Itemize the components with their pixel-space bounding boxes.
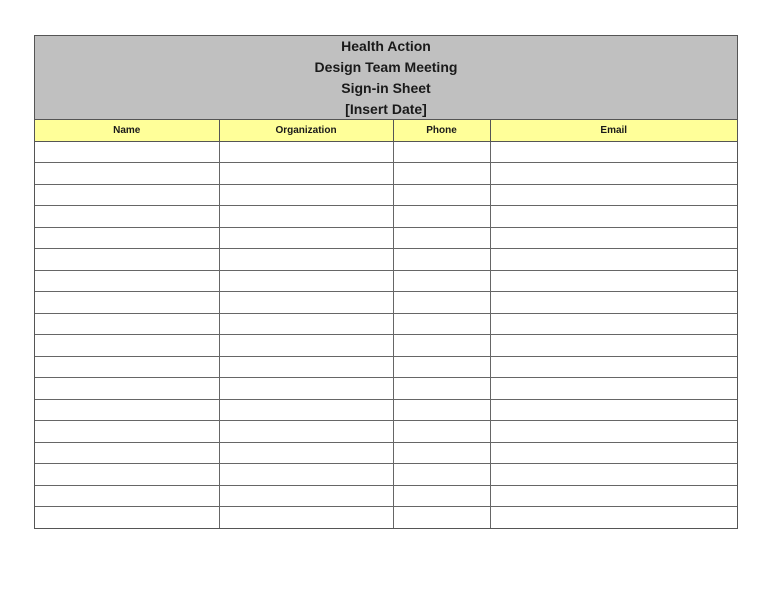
- table-row: [35, 227, 737, 249]
- column-header-phone: Phone: [393, 120, 490, 141]
- name-cell[interactable]: [35, 442, 219, 464]
- organization-cell[interactable]: [219, 313, 393, 335]
- organization-cell[interactable]: [219, 292, 393, 314]
- email-cell[interactable]: [490, 485, 737, 507]
- column-header-organization: Organization: [219, 120, 393, 141]
- name-cell[interactable]: [35, 335, 219, 357]
- phone-cell[interactable]: [393, 292, 490, 314]
- email-cell[interactable]: [490, 163, 737, 185]
- table-row: [35, 464, 737, 486]
- email-cell[interactable]: [490, 313, 737, 335]
- email-cell[interactable]: [490, 464, 737, 486]
- table-row: [35, 442, 737, 464]
- date-placeholder: [Insert Date]: [345, 101, 427, 117]
- table-row: [35, 141, 737, 163]
- organization-cell[interactable]: [219, 184, 393, 206]
- table-row: [35, 292, 737, 314]
- column-header-email: Email: [490, 120, 737, 141]
- table-row: [35, 249, 737, 271]
- organization-cell[interactable]: [219, 335, 393, 357]
- email-cell[interactable]: [490, 227, 737, 249]
- name-cell[interactable]: [35, 313, 219, 335]
- organization-cell[interactable]: [219, 356, 393, 378]
- email-cell[interactable]: [490, 356, 737, 378]
- name-cell[interactable]: [35, 141, 219, 163]
- name-cell[interactable]: [35, 507, 219, 529]
- email-cell[interactable]: [490, 141, 737, 163]
- name-cell[interactable]: [35, 184, 219, 206]
- phone-cell[interactable]: [393, 227, 490, 249]
- organization-cell[interactable]: [219, 378, 393, 400]
- column-header-name: Name: [35, 120, 219, 141]
- phone-cell[interactable]: [393, 313, 490, 335]
- table-row: [35, 184, 737, 206]
- name-cell[interactable]: [35, 378, 219, 400]
- table-row: [35, 378, 737, 400]
- phone-cell[interactable]: [393, 249, 490, 271]
- phone-cell[interactable]: [393, 163, 490, 185]
- organization-cell[interactable]: [219, 485, 393, 507]
- email-cell[interactable]: [490, 206, 737, 228]
- phone-cell[interactable]: [393, 464, 490, 486]
- name-cell[interactable]: [35, 206, 219, 228]
- phone-cell[interactable]: [393, 270, 490, 292]
- phone-cell[interactable]: [393, 378, 490, 400]
- phone-cell[interactable]: [393, 184, 490, 206]
- table-row: [35, 485, 737, 507]
- organization-cell[interactable]: [219, 507, 393, 529]
- table-row: [35, 335, 737, 357]
- organization-cell[interactable]: [219, 141, 393, 163]
- organization-cell[interactable]: [219, 399, 393, 421]
- email-cell[interactable]: [490, 270, 737, 292]
- phone-cell[interactable]: [393, 356, 490, 378]
- organization-cell[interactable]: [219, 227, 393, 249]
- email-cell[interactable]: [490, 399, 737, 421]
- table-row: [35, 163, 737, 185]
- phone-cell[interactable]: [393, 442, 490, 464]
- table-row: [35, 206, 737, 228]
- name-cell[interactable]: [35, 249, 219, 271]
- table-row: [35, 399, 737, 421]
- phone-cell[interactable]: [393, 507, 490, 529]
- name-cell[interactable]: [35, 485, 219, 507]
- sheet-title: Sign-in Sheet: [341, 80, 431, 96]
- table-row: [35, 270, 737, 292]
- email-cell[interactable]: [490, 249, 737, 271]
- phone-cell[interactable]: [393, 399, 490, 421]
- sign-in-table: [35, 120, 737, 528]
- organization-cell[interactable]: [219, 442, 393, 464]
- sheet-title-block: [35, 36, 737, 120]
- name-cell[interactable]: [35, 227, 219, 249]
- email-cell[interactable]: [490, 442, 737, 464]
- name-cell[interactable]: [35, 399, 219, 421]
- name-cell[interactable]: [35, 292, 219, 314]
- name-cell[interactable]: [35, 270, 219, 292]
- table-row: [35, 507, 737, 529]
- phone-cell[interactable]: [393, 206, 490, 228]
- table-row: [35, 421, 737, 443]
- table-row: [35, 313, 737, 335]
- organization-cell[interactable]: [219, 464, 393, 486]
- email-cell[interactable]: [490, 292, 737, 314]
- organization-cell[interactable]: [219, 249, 393, 271]
- phone-cell[interactable]: [393, 141, 490, 163]
- name-cell[interactable]: [35, 356, 219, 378]
- sign-in-rows: [35, 141, 737, 528]
- organization-cell[interactable]: [219, 421, 393, 443]
- name-cell[interactable]: [35, 163, 219, 185]
- name-cell[interactable]: [35, 464, 219, 486]
- organization-title: Health Action: [341, 38, 431, 54]
- organization-cell[interactable]: [219, 270, 393, 292]
- email-cell[interactable]: [490, 421, 737, 443]
- sign-in-sheet: [34, 35, 738, 529]
- phone-cell[interactable]: [393, 335, 490, 357]
- phone-cell[interactable]: [393, 485, 490, 507]
- table-row: [35, 356, 737, 378]
- header-row: [35, 120, 737, 141]
- email-cell[interactable]: [490, 378, 737, 400]
- organization-cell[interactable]: [219, 206, 393, 228]
- email-cell[interactable]: [490, 335, 737, 357]
- name-cell[interactable]: [35, 421, 219, 443]
- meeting-title: Design Team Meeting: [314, 59, 458, 75]
- email-cell[interactable]: [490, 507, 737, 529]
- organization-cell[interactable]: [219, 163, 393, 185]
- phone-cell[interactable]: [393, 421, 490, 443]
- email-cell[interactable]: [490, 184, 737, 206]
